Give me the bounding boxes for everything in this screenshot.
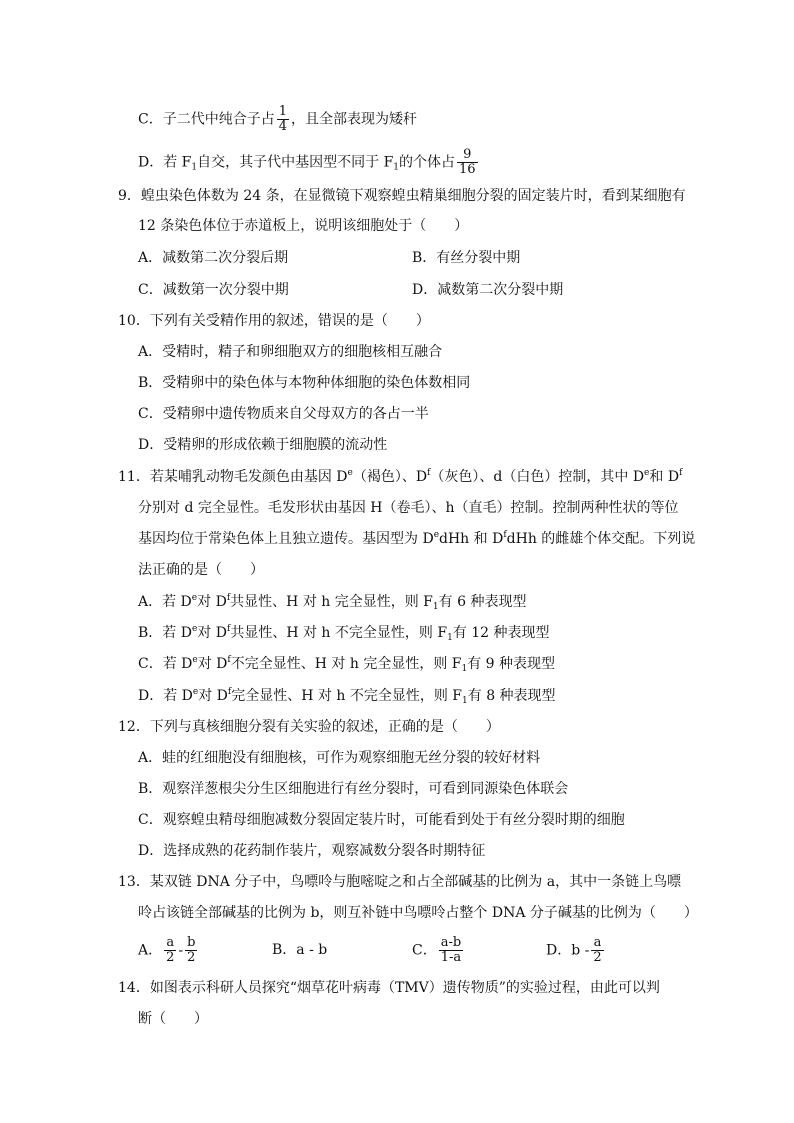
q9-option-c: C．减数第一次分裂中期	[138, 282, 289, 298]
fraction: $\frac{1}{4}$	[278, 104, 287, 134]
q9-option-d: D．减数第二次分裂中期	[412, 282, 564, 298]
q11-stem-line2: 分别对 d 完全显性。毛发形状由基因 H（卷毛）、h（直毛）控制。控制两种性状的等位	[138, 500, 679, 516]
q12-option-c: C．观察蝗虫精母细胞减数分裂固定装片时，可能看到处于有丝分裂时期的细胞	[138, 812, 625, 828]
q9-stem-line2: 12 条染色体位于赤道板上，说明该细胞处于（ ）	[138, 218, 469, 234]
fraction: $\frac{a-b}{1-a}$	[440, 935, 462, 965]
q11-stem-line4: 法正确的是（ ）	[138, 562, 264, 578]
fraction: $\frac{a}{2}$	[166, 935, 175, 965]
q9-stem-line1: 9．蝗虫染色体数为 24 条，在显微镜下观察蝗虫精巢细胞分裂的固定装片时，看到某细胞有	[118, 188, 686, 204]
q11-option-b: B．若 De对 $D^f$共显性、H 对 h 不完全显性，则 $F_1$有 12 种表现型	[138, 624, 550, 643]
q13-stem-line1: 13．某双链 DNA 分子中，鸟嘌呤与胞嘧啶之和占全部碱基的比例为 a，其中一条链上鸟嘌	[118, 874, 682, 890]
q10-option-d: D．受精卵的形成依赖于细胞膜的流动性	[138, 437, 388, 453]
fraction: $\frac{b}{2}$	[187, 935, 196, 965]
q9-option-a: A．减数第二次分裂后期	[138, 250, 289, 266]
q10-option-c: C．受精卵中遗传物质来自父母双方的各占一半	[138, 406, 429, 422]
q8-option-c: C．子二代中纯合子占 $\frac{1}{4}$ ，且全部表现为矮秆	[138, 104, 417, 134]
q14-stem-line2: 断（ ）	[138, 1011, 208, 1027]
q13-option-a: A． $\frac{a}{2}$ - $\frac{b}{2}$	[138, 935, 196, 965]
q13-option-d: D．b - $\frac{a}{2}$	[546, 935, 602, 965]
q10-option-a: A．受精时，精子和卵细胞双方的细胞核相互融合	[138, 344, 443, 360]
q11-option-c: C．若 De对 $D^f$不完全显性、H 对 h 完全显性，则 $F_1$有 9 种表现型	[138, 655, 556, 674]
q11-stem-line3: 基因均位于常染色体上且独立遗传。基因型为 DedHh 和 $D^fdHh$ 的雌雄个体交配。下列说	[138, 530, 696, 547]
q13-option-b: B．a - b	[272, 942, 328, 958]
q12-stem: 12．下列与真核细胞分裂有关实验的叙述，正确的是（ ）	[118, 719, 500, 735]
q11-option-d: D．若 De对 $D^f$完全显性、H 对 h 不完全显性，则 $F_1$有 8 种表现型	[138, 687, 556, 706]
fraction: $\frac{a}{2}$	[593, 935, 602, 965]
q8-option-d: D．若 $F_1$自交，其子代中基因型不同于 $F_1$的个体占 $\frac{9}{16}$	[138, 147, 476, 177]
q13-stem-line2: 呤占该链全部碱基的比例为 b，则互补链中鸟嘌呤占整个 DNA 分子碱基的比例为（ ）	[138, 905, 698, 921]
q11-option-a: A．若 De对 $D^f$共显性、H 对 h 完全显性，则 $F_1$有 6 种表现型	[138, 593, 527, 612]
q12-option-b: B．观察洋葱根尖分生区细胞进行有丝分裂时，可看到同源染色体联会	[138, 781, 569, 797]
q12-option-a: A．蛙的红细胞没有细胞核，可作为观察细胞无丝分裂的较好材料	[138, 750, 541, 766]
fraction: $\frac{9}{16}$	[459, 147, 476, 177]
q9-option-b: B．有丝分裂中期	[412, 250, 521, 266]
q11-stem-line1: 11．若某哺乳动物毛发颜色由基因 De（褐色）、$D^f$（灰色）、d（白色）控制，其中 De和 $D^f$	[118, 468, 683, 485]
q10-option-b: B．受精卵中的染色体与本物种体细胞的染色体数相同	[138, 375, 471, 391]
q13-option-c: C． $\frac{a-b}{1-a}$	[412, 935, 462, 965]
q12-option-d: D．选择成熟的花药制作装片，观察减数分裂各时期特征	[138, 843, 486, 859]
q14-stem-line1: 14．如图表示科研人员探究“烟草花叶病毒（TMV）遗传物质”的实验过程，由此可以判	[118, 980, 660, 996]
q10-stem: 10．下列有关受精作用的叙述，错误的是（ ）	[118, 313, 430, 329]
